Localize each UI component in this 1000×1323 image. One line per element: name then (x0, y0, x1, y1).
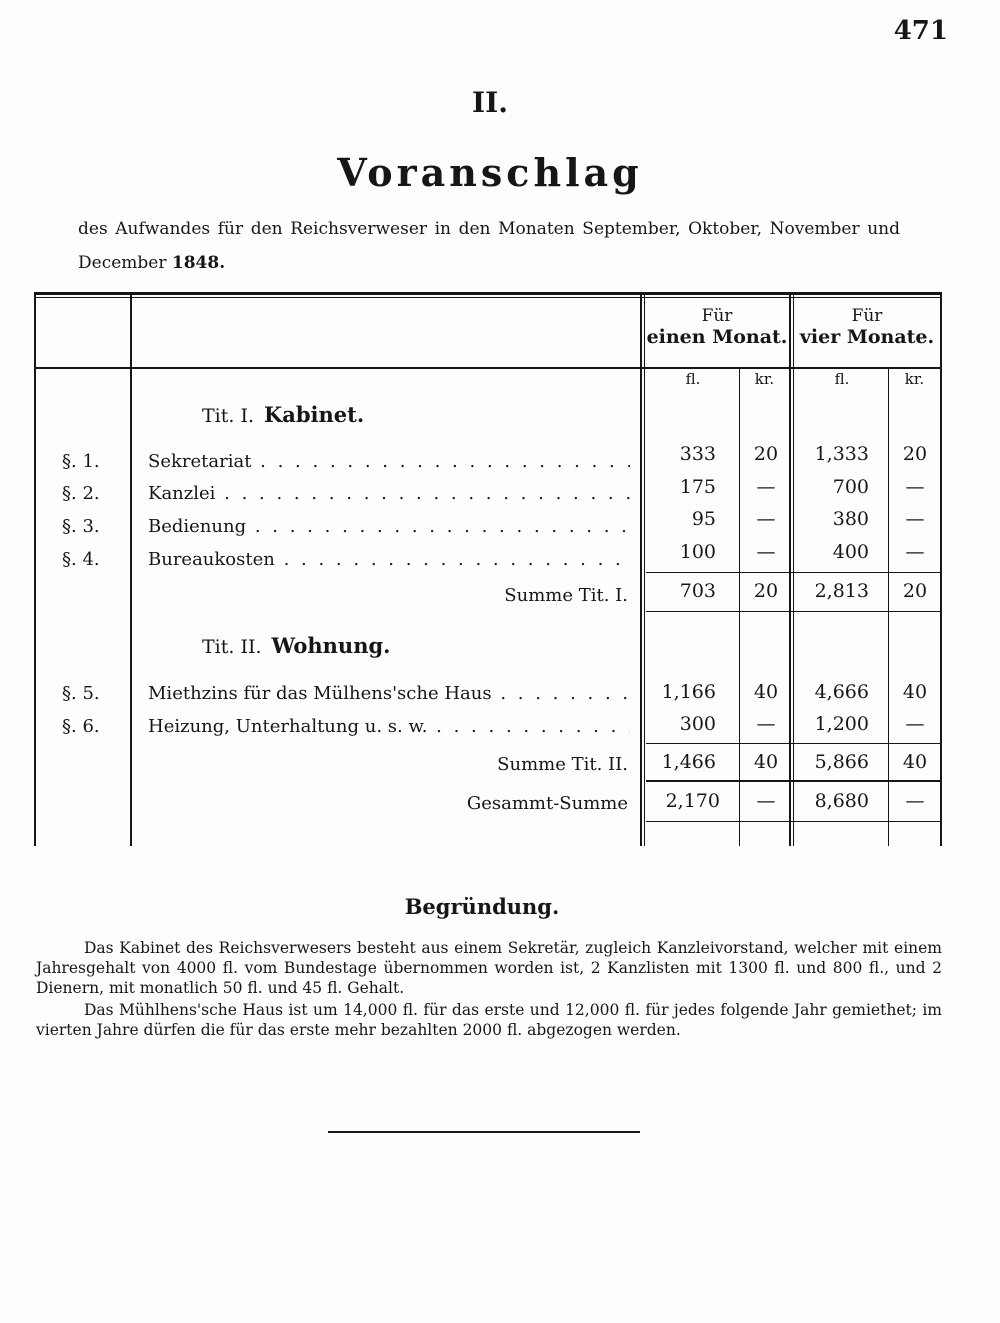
month-fl: 1,466 (661, 751, 716, 773)
table-top-rule (34, 292, 942, 295)
paragraph-number: §. 6. (62, 716, 100, 737)
page-title: Voranschlag (337, 150, 643, 195)
table-right-edge (940, 294, 942, 846)
month-fl: 95 (691, 508, 716, 530)
month-fl: 2,170 (665, 790, 720, 812)
reason-paragraph-2: Das Mühlhens'sche Haus ist um 14,000 fl. für das erste und 12,000 fl. für jedes folgende Jahr gemiethet; im vierten Jahre dürfen die für das erste mehr bezahlten 2000 fl. abgezogen werden. (36, 1001, 942, 1039)
month-kr: — (756, 541, 776, 563)
paragraph-column-divider (130, 294, 132, 846)
four-fl: 4,666 (814, 681, 869, 703)
month-fl: 333 (679, 443, 716, 465)
subtitle-year: 1848. (171, 253, 226, 273)
header-four-months (795, 306, 939, 348)
subtotal-rule (646, 611, 940, 612)
section-title-2 (202, 633, 390, 658)
four-kr: — (905, 713, 925, 735)
four-kr: 20 (902, 580, 928, 602)
total-label: Gesammt-Summe (466, 793, 628, 814)
month-kr: — (756, 508, 776, 530)
four-fl: 5,866 (814, 751, 869, 773)
four-kr: — (905, 790, 925, 812)
section-prefix: Tit. II. (202, 636, 262, 658)
month-kr: 20 (753, 580, 779, 602)
month-kr-divider (739, 367, 740, 846)
four-fl: 700 (832, 476, 869, 498)
row-description: Miethzins für das Mülhens'sche Haus . . . (148, 683, 630, 704)
four-fl: 1,200 (814, 713, 869, 735)
section-name: Wohnung. (271, 633, 391, 658)
month-fl: 175 (679, 476, 716, 498)
total-rule-bottom (646, 821, 940, 822)
page-number: 471 (893, 16, 948, 46)
four-kr: 20 (902, 443, 928, 465)
table-top-rule-thin (34, 297, 942, 298)
month-fl: 1,166 (661, 681, 716, 703)
month-kr: 20 (753, 443, 779, 465)
four-kr: 40 (902, 751, 928, 773)
header-one-month-top: Für (701, 306, 733, 326)
month-fl: 300 (679, 713, 716, 735)
paragraph-number: §. 4. (62, 549, 100, 570)
subtotal-rule (646, 572, 940, 573)
row-description: Kanzlei . . . (148, 483, 630, 504)
four-kr: — (905, 541, 925, 563)
four-fl: 380 (832, 508, 869, 530)
row-description: Bedienung . . . (148, 516, 630, 537)
unit-four-fl: fl. (834, 370, 850, 388)
month-fl: 100 (679, 541, 716, 563)
subtotal-label: Summe Tit. I. (504, 585, 628, 606)
section-prefix: Tit. I. (202, 405, 255, 427)
subtotal-rule (646, 743, 940, 744)
month-kr: — (756, 476, 776, 498)
four-kr: 40 (902, 681, 928, 703)
four-fl: 1,333 (814, 443, 869, 465)
paragraph-number: §. 5. (62, 683, 100, 704)
footer-rule (328, 1131, 640, 1133)
header-four-months-top: Für (851, 306, 883, 326)
four-kr: — (905, 508, 925, 530)
header-one-month (646, 306, 788, 348)
header-four-months-bottom: vier Monate. (799, 326, 935, 348)
row-description: Sekretariat . . . (148, 451, 630, 472)
total-rule (646, 780, 940, 782)
four-fl: 400 (832, 541, 869, 563)
section-name: Kabinet. (264, 402, 365, 427)
subtotal-label: Summe Tit. II. (497, 754, 628, 775)
subtitle-text: des Aufwandes für den Reichsverweser in den Monaten September, Oktober, November und December (78, 219, 900, 273)
header-one-month-bottom: einen Monat. (646, 326, 788, 348)
paragraph-number: §. 1. (62, 451, 100, 472)
paragraph-number: §. 3. (62, 516, 100, 537)
four-kr-divider (888, 367, 889, 846)
table-left-edge (34, 294, 36, 846)
reason-heading: Begründung. (404, 894, 560, 919)
paragraph-number: §. 2. (62, 483, 100, 504)
reason-paragraph-1: Das Kabinet des Reichsverwesers besteht aus einem Sekretär, zugleich Kanzleivorstand, welcher mit einem Jahresgehalt von 4000 fl. vom Bundestage übernommen worden ist, 2 Kanzlisten mit 1300 fl. und 800 fl., und 2 Dienern, mit monatlich 50 fl. und 45 fl. Gehalt. (36, 939, 942, 997)
four-fl: 2,813 (814, 580, 869, 602)
month-kr: 40 (753, 751, 779, 773)
unit-month-kr: kr. (754, 370, 775, 388)
unit-four-kr: kr. (904, 370, 925, 388)
section-title-1 (202, 402, 364, 427)
section-number: II. (472, 86, 508, 119)
month-kr: — (756, 790, 776, 812)
row-description: Heizung, Unterhaltung u. s. w. . . . (148, 716, 630, 737)
month-kr: — (756, 713, 776, 735)
four-month-column-divider-thin (793, 294, 794, 846)
table-header-rule (34, 367, 942, 369)
month-column-divider (640, 294, 642, 846)
month-column-divider-thin (644, 294, 645, 846)
month-fl: 703 (679, 580, 716, 602)
four-fl: 8,680 (814, 790, 869, 812)
row-description: Bureaukosten . . . (148, 549, 630, 570)
subtitle (78, 212, 900, 280)
four-kr: — (905, 476, 925, 498)
unit-month-fl: fl. (685, 370, 701, 388)
month-kr: 40 (753, 681, 779, 703)
